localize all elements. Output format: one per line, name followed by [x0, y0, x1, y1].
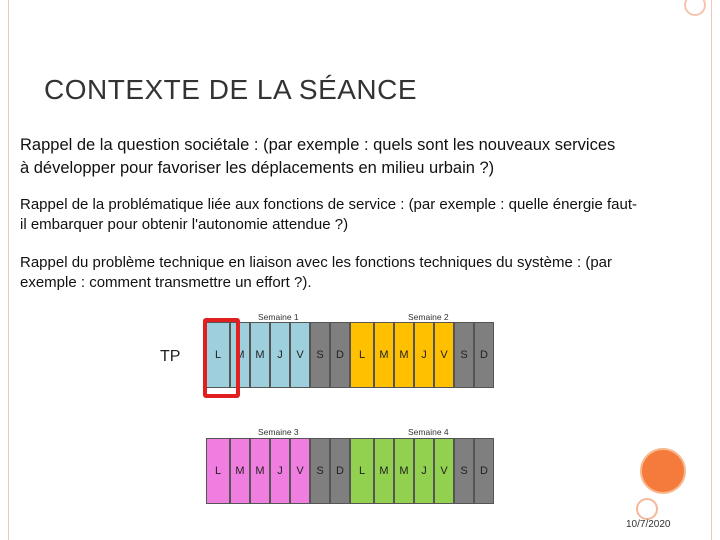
technical-problem-paragraph — [20, 253, 700, 293]
day-cell-week3-6: D — [330, 438, 350, 504]
day-cell-week3-0: L — [206, 438, 230, 504]
day-cell-week3-1: M — [230, 438, 250, 504]
day-cell-week1-4: V — [290, 322, 310, 388]
decorative-circle-small — [636, 498, 658, 520]
day-cell-week2-2: M — [394, 322, 414, 388]
day-cell-week2-0: L — [350, 322, 374, 388]
day-cell-week4-2: M — [394, 438, 414, 504]
day-cell-week3-5: S — [310, 438, 330, 504]
day-cell-week4-6: D — [474, 438, 494, 504]
day-cell-week2-5: S — [454, 322, 474, 388]
page-title: CONTEXTE DE LA SÉANCE — [44, 74, 418, 105]
paragraph-line: Rappel du problème technique en liaison avec les fonctions techniques du système : (par — [20, 254, 613, 271]
day-cell-week1-3: J — [270, 322, 290, 388]
day-cell-week2-4: V — [434, 322, 454, 388]
problem-statement-paragraph — [20, 195, 700, 235]
week-label-3: Semaine 3 — [258, 427, 299, 437]
slide-date: 10/7/2020 — [626, 519, 671, 530]
paragraph-line: exemple : comment transmettre un effort ?). — [20, 274, 312, 291]
day-cell-week3-3: J — [270, 438, 290, 504]
day-cell-week1-5: S — [310, 322, 330, 388]
day-cell-week4-0: L — [350, 438, 374, 504]
day-cell-week1-6: D — [330, 322, 350, 388]
paragraph-line: Rappel de la problématique liée aux fonctions de service : (par exemple : quelle énergie faut- — [20, 196, 638, 213]
day-cell-week4-1: M — [374, 438, 394, 504]
day-cell-week2-3: J — [414, 322, 434, 388]
paragraph-line: à développer pour favoriser les déplacements en milieu urbain ?) — [20, 159, 495, 177]
monday-highlight-frame — [203, 318, 240, 398]
paragraph-line: il embarquer pour obtenir l'autonomie attendue ?) — [20, 216, 349, 233]
day-cell-week1-1: M — [230, 322, 250, 388]
societal-question-paragraph — [20, 134, 700, 180]
tp-label: TP — [160, 348, 181, 365]
day-cell-week4-4: V — [434, 438, 454, 504]
day-cell-week4-5: S — [454, 438, 474, 504]
day-cell-week2-6: D — [474, 322, 494, 388]
calendar-row-weeks-3-4 — [206, 438, 494, 504]
week-label-4: Semaine 4 — [408, 427, 449, 437]
calendar-row-weeks-1-2 — [206, 322, 494, 388]
day-cell-week4-3: J — [414, 438, 434, 504]
week-label-1: Semaine 1 — [258, 312, 299, 322]
paragraph-line: Rappel de la question sociétale : (par exemple : quels sont les nouveaux services — [20, 136, 616, 154]
day-cell-week3-4: V — [290, 438, 310, 504]
day-cell-week2-1: M — [374, 322, 394, 388]
week-label-2: Semaine 2 — [408, 312, 449, 322]
day-cell-week3-2: M — [250, 438, 270, 504]
day-cell-week1-0: L — [206, 322, 230, 388]
day-cell-week1-2: M — [250, 322, 270, 388]
decorative-circle-orange — [640, 448, 686, 494]
